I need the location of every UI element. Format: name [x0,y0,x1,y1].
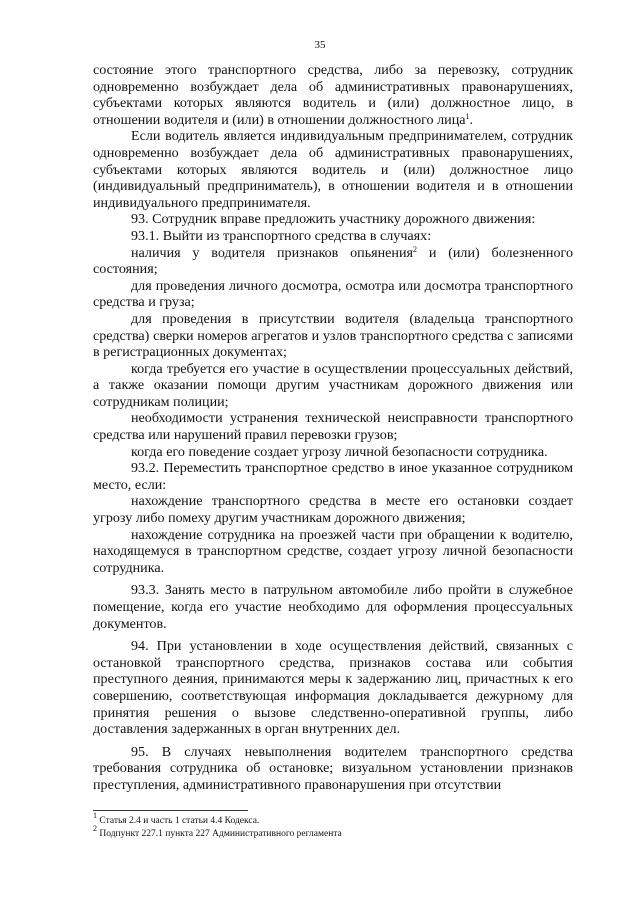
paragraph-text: когда требуется его участие в осуществлении процессуальных действий, а также оказании помощи другим участникам дорожного движения или сотрудникам полиции; [93,360,573,410]
footnote-mark: 1 [93,811,97,820]
paragraph [93,582,573,632]
paragraph-text: нахождение сотрудника на проезжей части при обращении к водителю, находящемуся в транспортном средстве, создает угрозу личной безопасности сотрудника. [93,526,573,576]
paragraph [93,361,573,411]
footnote [93,824,573,841]
footnote-text: Статья 2.4 и часть 1 статьи 4.4 Кодекса. [97,816,260,826]
paragraph [93,460,573,493]
paragraph [93,493,573,526]
paragraph-text: когда его поведение создает угрозу личной безопасности сотрудника. [131,443,548,460]
paragraph-text: 93.3. Занять место в патрульном автомобиле либо пройти в служебное помещение, когда его участие необходимо для оформления процессуальных документов. [93,582,573,632]
footnote-reference: 1 [465,111,470,121]
page-number: 35 [314,39,326,51]
paragraph [93,278,573,311]
paragraph-text: 93.2. Переместить транспортное средство в иное указанное сотрудником место, если: [93,460,573,493]
paragraph [93,211,573,228]
footnote-mark: 2 [93,824,97,833]
paragraph-text: Если водитель является индивидуальным предпринимателем, сотрудник одновременно возбуждает дела об административных правонарушениях, субъектами которых являются водитель и (или) должностное лицо (индивидуальный предприниматель), в отношении водителя и в отношении индивидуального предпринимателя. [93,128,573,211]
paragraph-text: для проведения личного досмотра, осмотра или досмотра транспортного средства и груза; [93,277,573,311]
paragraph [93,410,573,443]
paragraph [93,228,573,245]
paragraph-text: 93. Сотрудник вправе предложить участнику дорожного движения: [131,211,536,228]
paragraph-text: нахождение транспортного средства в месте его остановки создает угрозу либо помеху другим участникам дорожного движения; [93,493,573,527]
paragraph [93,128,573,211]
footnotes [93,811,573,841]
paragraph-text-continued: и (или) болезненного состояния; [93,244,573,278]
paragraph-text: 94. При установлении в ходе осуществления действий, связанных с остановкой транспортного средства, признаков состава или события преступного деяния, принимаются меры к задержанию лиц, причастных к его совершению, соответствующая информация докладывается дежурному для принятия решения о вызове следственно-оперативной группы, либо доставления задержанных в орган внутренних дел. [93,638,573,738]
paragraph-text: наличия у водителя признаков опьянения [131,244,413,261]
paragraph [93,527,573,577]
paragraph-text: состояние этого транспортного средства, либо за перевозку, сотрудник одновременно возбуждает дела об административных правонарушениях, субъектами которых являются водитель и (или) должностное лицо, в отношении водителя и (или) в отношении должностного лица [93,62,573,128]
paragraph-text: 95. В случаях невыполнения водителем транспортного средства требования сотрудника об остановке; визуальном установлении признаков преступления, административного правонарушения при отсутствии [93,743,573,793]
paragraph [93,62,573,128]
paragraph-text-continued: . [469,111,474,128]
paragraph [93,444,573,461]
paragraph [93,638,573,738]
footnote-reference: 2 [413,244,417,254]
paragraph-text: для проведения в присутствии водителя (владельца транспортного средства) сверки номеров агрегатов и узлов транспортного средства с записями в регистрационных документах; [93,310,573,361]
document-body [93,62,573,794]
footnote [93,811,573,828]
paragraph-text: 93.1. Выйти из транспортного средства в случаях: [131,227,432,244]
paragraph-text: необходимости устранения технической неисправности транспортного средства или нарушений правил перевозки грузов; [93,410,573,444]
paragraph [93,245,573,278]
paragraph [93,311,573,361]
footnote-text: Подпункт 227.1 пункта 227 Административного регламента [97,829,342,839]
footnote-separator [93,810,248,811]
paragraph [93,744,573,794]
